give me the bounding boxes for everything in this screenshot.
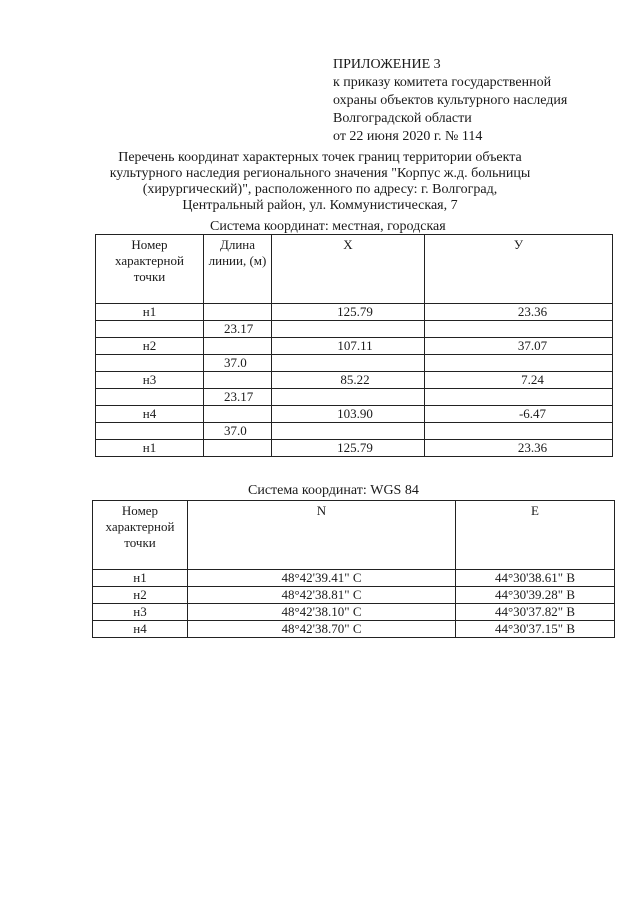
length-cell: 37.0 — [204, 355, 272, 372]
table-row — [93, 604, 615, 621]
point-cell — [96, 355, 204, 372]
point-cell: н4 — [93, 621, 188, 638]
point-cell: н2 — [96, 338, 204, 355]
header-y: У — [425, 235, 613, 304]
appendix-line: к приказу комитета государственной — [333, 75, 552, 90]
point-cell — [96, 321, 204, 338]
y-cell: 23.36 — [425, 440, 613, 457]
y-cell — [425, 321, 613, 338]
header-e: E — [456, 501, 615, 570]
table-row — [96, 406, 613, 423]
length-cell — [204, 338, 272, 355]
point-cell: н4 — [96, 406, 204, 423]
header-point-number: Номер характерной точки — [93, 501, 188, 570]
point-cell: н1 — [96, 304, 204, 321]
point-cell: н1 — [96, 440, 204, 457]
appendix-line: ПРИЛОЖЕНИЕ 3 — [333, 57, 441, 72]
appendix-line: от 22 июня 2020 г. № 114 — [333, 129, 483, 144]
length-cell: 37.0 — [204, 423, 272, 440]
latitude-cell: 48°42'38.70" С — [188, 621, 456, 638]
point-cell: н3 — [96, 372, 204, 389]
local-coordinates-table — [95, 234, 613, 457]
header-x: Х — [272, 235, 425, 304]
wgs84-coordinates-table — [92, 500, 615, 638]
table-row — [96, 304, 613, 321]
length-cell: 23.17 — [204, 321, 272, 338]
y-cell — [425, 423, 613, 440]
table-row — [93, 587, 615, 604]
title-line: Перечень координат характерных точек границ территории объекта — [118, 150, 522, 165]
title-line: культурного наследия регионального значения "Корпус ж.д. больницы — [109, 166, 531, 181]
title-line: (хирургический)", расположенного по адресу: г. Волгоград, — [142, 182, 498, 197]
table-row — [96, 338, 613, 355]
x-cell — [272, 321, 425, 338]
header-point-number: Номер характерной точки — [96, 235, 204, 304]
x-cell — [272, 389, 425, 406]
point-cell: н1 — [93, 570, 188, 587]
y-cell — [425, 389, 613, 406]
x-cell — [272, 355, 425, 372]
table-row — [96, 423, 613, 440]
longitude-cell: 44°30'37.15" В — [456, 621, 615, 638]
point-cell: н3 — [93, 604, 188, 621]
table-row — [93, 570, 615, 587]
longitude-cell: 44°30'38.61" В — [456, 570, 615, 587]
appendix-line: охраны объектов культурного наследия — [333, 93, 568, 108]
y-cell: 23.36 — [425, 304, 613, 321]
latitude-cell: 48°42'38.81" С — [188, 587, 456, 604]
length-cell — [204, 304, 272, 321]
header-n: N — [188, 501, 456, 570]
x-cell: 125.79 — [272, 440, 425, 457]
table-row — [96, 389, 613, 406]
table-header-row — [93, 501, 615, 570]
table-row — [96, 321, 613, 338]
latitude-cell: 48°42'39.41" С — [188, 570, 456, 587]
y-cell: -6.47 — [425, 406, 613, 423]
header-line-length: Длина линии, (м) — [204, 235, 272, 304]
length-cell — [204, 406, 272, 423]
length-cell — [204, 440, 272, 457]
length-cell: 23.17 — [204, 389, 272, 406]
appendix-line: Волгоградской области — [333, 111, 472, 126]
table-row — [93, 621, 615, 638]
length-cell — [204, 372, 272, 389]
longitude-cell: 44°30'39.28" В — [456, 587, 615, 604]
table-header-row — [96, 235, 613, 304]
table-row — [96, 440, 613, 457]
x-cell: 103.90 — [272, 406, 425, 423]
local-table-caption: Система координат: местная, городская — [210, 219, 446, 234]
title-line: Центральный район, ул. Коммунистическая, 7 — [182, 198, 458, 213]
x-cell — [272, 423, 425, 440]
longitude-cell: 44°30'37.82" В — [456, 604, 615, 621]
y-cell: 37.07 — [425, 338, 613, 355]
y-cell: 7.24 — [425, 372, 613, 389]
y-cell — [425, 355, 613, 372]
x-cell: 125.79 — [272, 304, 425, 321]
point-cell: н2 — [93, 587, 188, 604]
table-row — [96, 355, 613, 372]
document-title — [70, 150, 570, 214]
table-row — [96, 372, 613, 389]
x-cell: 107.11 — [272, 338, 425, 355]
wgs-table-caption: Система координат: WGS 84 — [248, 483, 419, 498]
point-cell — [96, 389, 204, 406]
point-cell — [96, 423, 204, 440]
x-cell: 85.22 — [272, 372, 425, 389]
latitude-cell: 48°42'38.10" С — [188, 604, 456, 621]
appendix-header — [333, 56, 623, 146]
